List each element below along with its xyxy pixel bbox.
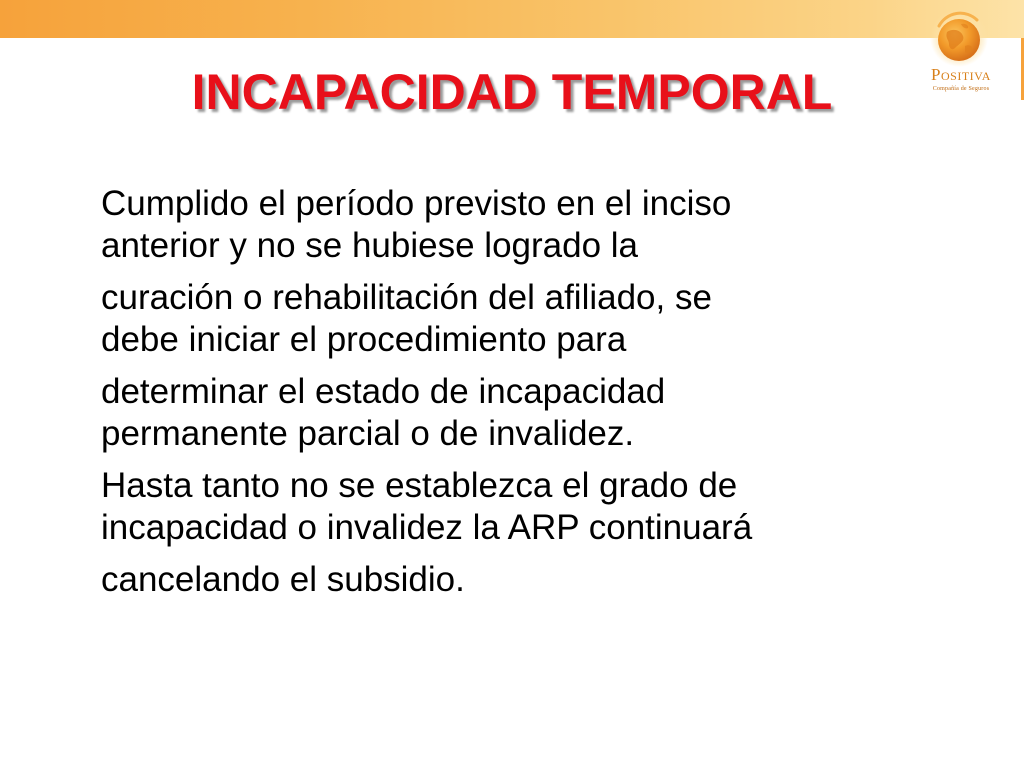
paragraph [101,371,981,455]
text-line: Cumplido el período previsto en el inciso [101,184,732,223]
top-header-bar [0,0,1024,38]
text-line: permanente parcial o de invalidez. [101,414,635,453]
text-line: determinar el estado de incapacidad [101,372,666,411]
paragraph [101,277,981,361]
text-line: curación o rehabilitación del afiliado, se [101,278,712,317]
text-line: debe iniciar el procedimiento para [101,320,627,359]
text-line: Hasta tanto no se establezca el grado de [101,466,738,505]
text-line: anterior y no se hubiese logrado la [101,226,639,265]
paragraph [101,465,981,549]
text-line: cancelando el subsidio. [101,560,465,599]
logo-subtitle: Compañía de Seguros [932,86,990,92]
sun-globe-logo-icon [903,8,1019,68]
text-line: incapacidad o invalidez la ARP continuará [101,508,753,547]
slide-title: INCAPACIDAD TEMPORAL [191,64,833,120]
slide-body [101,183,981,601]
logo-wordmark: Positiva [931,65,991,84]
paragraph [101,183,981,267]
paragraph [101,559,981,601]
